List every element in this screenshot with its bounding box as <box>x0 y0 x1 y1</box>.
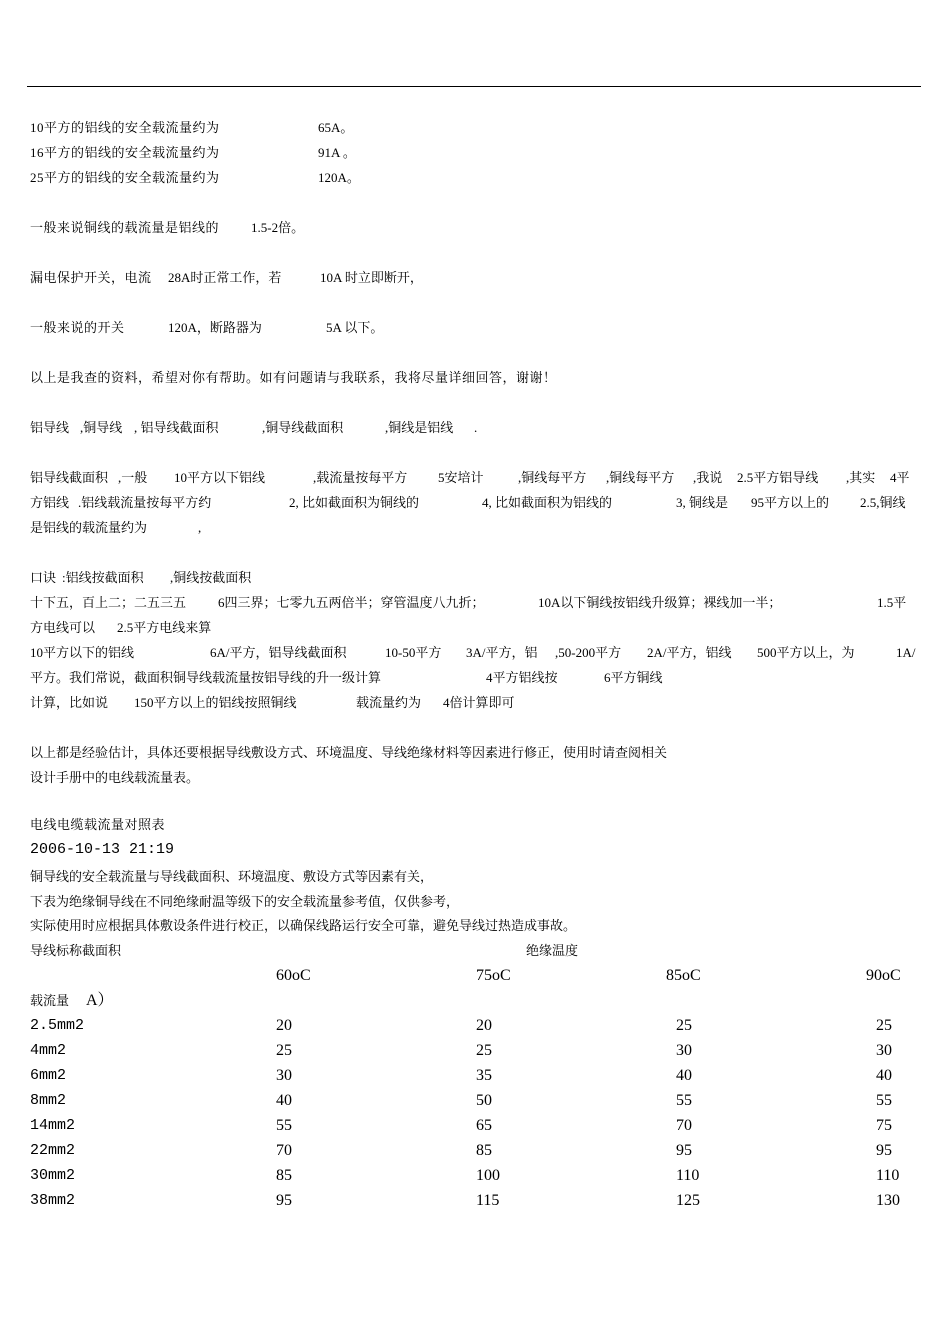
l8-0: 铝导线 <box>30 420 70 435</box>
switch-a: 一般来说的开关 <box>30 320 125 335</box>
switch-c: 5A 以下。 <box>326 320 384 335</box>
switch-b: 120A，断路器为 <box>168 320 262 335</box>
line-25-aluminum: 25平方的铝线的安全载流量约为 <box>30 170 220 185</box>
l16-1: 4平方铝线按 <box>486 670 558 685</box>
l15-7: 1A/ <box>896 645 916 660</box>
l15-1: 6A/平方，铝导线截面积 <box>210 645 347 660</box>
row-value: 95 <box>276 1192 292 1209</box>
l10-1: .铝线载流量按每平方约 <box>78 495 212 510</box>
l9-10: 4平 <box>890 470 910 485</box>
line-25-value: 120A。 <box>318 170 360 185</box>
row-value: 20 <box>276 1017 292 1034</box>
row-value: 25 <box>276 1042 292 1059</box>
l8-2: , 铝导线截面积 <box>134 420 219 435</box>
row-value: 70 <box>676 1117 692 1134</box>
l16-2: 6平方铜线 <box>604 670 663 685</box>
l8-5: . <box>474 420 478 435</box>
row-value: 115 <box>476 1192 500 1209</box>
l17-2: 载流量约为 <box>356 695 422 710</box>
row-value: 25 <box>476 1042 492 1059</box>
p3: 实际使用时应根据具体敷设条件进行校正，以确保线路运行安全可靠，避免导线过热造成事故。 <box>30 918 577 933</box>
row-value: 30 <box>676 1042 692 1059</box>
row-size: 8mm2 <box>30 1092 67 1109</box>
line-10-aluminum: 10平方的铝线的安全载流量约为 <box>30 120 220 135</box>
l15-6: 500平方以上，为 <box>757 645 855 660</box>
l16-0: 平方。我们常说，截面积铜导线载流量按铝导线的升一级计算 <box>30 670 382 685</box>
row-value: 50 <box>476 1092 492 1109</box>
l9-2: 10平方以下铝线 <box>174 470 266 485</box>
l10-2: 2, 比如截面积为铜线的 <box>289 495 420 510</box>
line-16-aluminum: 16平方的铝线的安全载流量约为 <box>30 145 220 160</box>
l11-1: , <box>198 520 202 535</box>
post-date: 2006-10-13 21:19 <box>30 841 175 858</box>
row-size: 38mm2 <box>30 1192 76 1209</box>
table-head-size: 导线标称截面积 <box>30 943 122 958</box>
help-note: 以上是我查的资料，希望对你有帮助。如有问题请与我联系，我将尽量详细回答，谢谢！ <box>30 370 557 385</box>
l17-1: 150平方以上的铝线按照铜线 <box>134 695 297 710</box>
leak-switch-c: 10A 时立即断开， <box>320 270 423 285</box>
l9-9: ,其实 <box>846 470 876 485</box>
row-value: 55 <box>876 1092 892 1109</box>
l15-4: ,50-200平方 <box>555 645 622 660</box>
row-value: 125 <box>676 1192 700 1209</box>
row-value: 100 <box>476 1167 500 1184</box>
unit-value: A） <box>86 992 114 1009</box>
l9-0: 铝导线截面积 <box>30 470 109 485</box>
l9-6: ,铜线每平方 <box>606 470 675 485</box>
l17-0: 计算，比如说 <box>30 695 109 710</box>
row-value: 95 <box>876 1142 892 1159</box>
p2: 下表为绝缘铜导线在不同绝缘耐温等级下的安全载流量参考值，仅供参考， <box>30 894 460 909</box>
row-size: 14mm2 <box>30 1117 76 1134</box>
row-value: 85 <box>476 1142 492 1159</box>
temp-header: 85oC <box>666 967 701 984</box>
table-title: 电线电缆载流量对照表 <box>30 817 166 832</box>
leak-switch-b: 28A时正常工作，若 <box>168 270 282 285</box>
row-value: 55 <box>276 1117 292 1134</box>
l15-0: 10平方以下的铝线 <box>30 645 135 660</box>
temp-header: 75oC <box>476 967 511 984</box>
temp-header: 60oC <box>276 967 311 984</box>
l10-4: 3, 铜线是 <box>676 495 729 510</box>
p1: 铜导线的安全载流量与导线截面积、环境温度、敷设方式等因素有关， <box>30 869 434 884</box>
l15-5: 2A/平方，铝线 <box>647 645 732 660</box>
copper-ratio-text: 一般来说铜线的载流量是铝线的 <box>30 220 220 235</box>
l15-2: 10-50平方 <box>385 645 442 660</box>
l9-4: 5安培计 <box>438 470 484 485</box>
line-10-value: 65A。 <box>318 120 354 135</box>
l18: 以上都是经验估计，具体还要根据导线敷设方式、环境温度、导线绝缘材料等因素进行修正，使用时请查阅相关 <box>30 745 668 760</box>
row-size: 4mm2 <box>30 1042 67 1059</box>
l12-0: 口诀 <box>30 570 57 585</box>
l10-0: 方铝线 <box>30 495 70 510</box>
l13-0: 十下五，百上二；二五三五 <box>30 595 187 610</box>
row-value: 110 <box>676 1167 700 1184</box>
l19: 设计手册中的电线载流量表。 <box>30 770 200 785</box>
row-value: 70 <box>276 1142 292 1159</box>
l15-3: 3A/平方，铝 <box>466 645 538 660</box>
l13-3: 1.5平 <box>877 595 907 610</box>
table-head-temp: 绝缘温度 <box>526 943 579 958</box>
l13-2: 10A以下铜线按铝线升级算；裸线加一半； <box>538 595 782 610</box>
line-16-value: 91A 。 <box>318 145 356 160</box>
l9-1: ,一般 <box>118 470 148 485</box>
l8-1: ,铜导线 <box>80 420 123 435</box>
row-value: 85 <box>276 1167 292 1184</box>
row-size: 2.5mm2 <box>30 1017 85 1034</box>
l10-6: 2.5,铜线 <box>860 495 906 510</box>
row-value: 35 <box>476 1067 492 1084</box>
l9-8: 2.5平方铝导线 <box>737 470 819 485</box>
copper-ratio-value: 1.5-2倍。 <box>251 220 305 235</box>
l14-1: 2.5平方电线来算 <box>117 620 212 635</box>
unit-label: 载流量 <box>30 993 70 1008</box>
row-size: 30mm2 <box>30 1167 76 1184</box>
row-value: 55 <box>676 1092 692 1109</box>
row-value: 25 <box>876 1017 892 1034</box>
row-size: 22mm2 <box>30 1142 76 1159</box>
row-value: 20 <box>476 1017 492 1034</box>
row-size: 6mm2 <box>30 1067 67 1084</box>
row-value: 75 <box>876 1117 892 1134</box>
l12-1: :铝线按截面积 <box>62 570 144 585</box>
temp-header: 90oC <box>866 967 901 984</box>
row-value: 30 <box>276 1067 292 1084</box>
leak-switch-a: 漏电保护开关，电流 <box>30 270 152 285</box>
l10-3: 4, 比如截面积为铝线的 <box>482 495 613 510</box>
row-value: 40 <box>876 1067 892 1084</box>
l13-1: 6四三界；七零九五两倍半；穿管温度八九折； <box>218 595 485 610</box>
l9-5: ,铜线每平方 <box>518 470 587 485</box>
row-value: 40 <box>276 1092 292 1109</box>
l9-3: ,载流量按每平方 <box>313 470 408 485</box>
row-value: 110 <box>876 1167 900 1184</box>
l12-2: ,铜线按截面积 <box>170 570 252 585</box>
row-value: 40 <box>676 1067 692 1084</box>
l8-4: ,铜线是铝线 <box>385 420 454 435</box>
header-rule <box>27 86 921 87</box>
row-value: 30 <box>876 1042 892 1059</box>
l9-7: ,我说 <box>693 470 723 485</box>
row-value: 95 <box>676 1142 692 1159</box>
l8-3: ,铜导线截面积 <box>262 420 344 435</box>
l14-0: 方电线可以 <box>30 620 96 635</box>
l11-0: 是铝线的载流量约为 <box>30 520 148 535</box>
l10-5: 95平方以上的 <box>751 495 830 510</box>
row-value: 130 <box>876 1192 900 1209</box>
row-value: 25 <box>676 1017 692 1034</box>
row-value: 65 <box>476 1117 492 1134</box>
l17-3: 4倍计算即可 <box>443 695 515 710</box>
